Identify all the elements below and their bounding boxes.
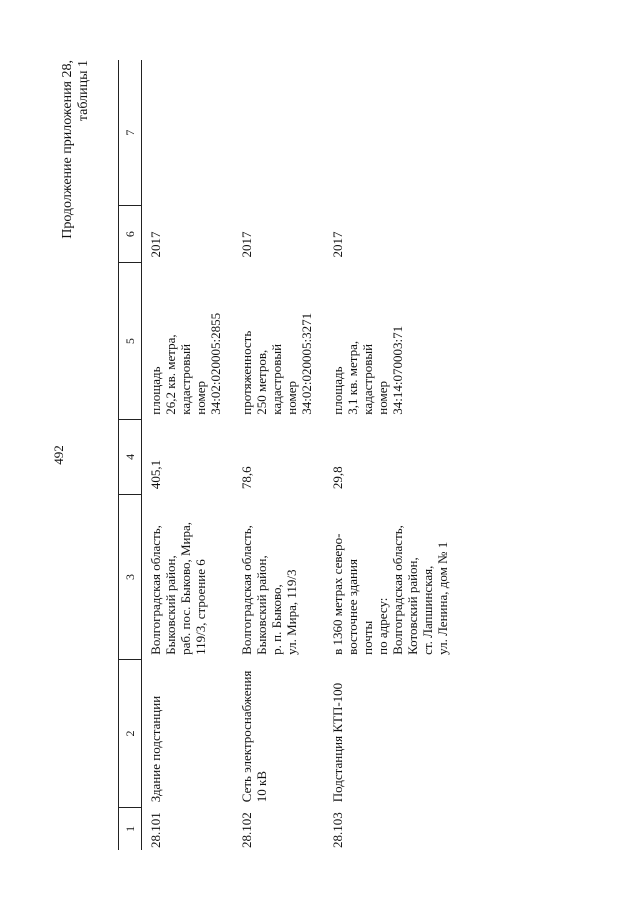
table-caption: [60, 60, 92, 239]
table-row: [324, 60, 460, 850]
object-address: в 1360 метрах северо- восточнее здания почты по адресу: Волгоградская область, Котовский район, ст. Лапшинская, ул. Ленина, дом № 1: [330, 525, 450, 655]
object-name: Здание подстанции: [148, 695, 163, 803]
column-header-7: 7: [119, 60, 142, 206]
column-header-6: 6: [119, 206, 142, 263]
object-note: [324, 60, 460, 206]
object-address: Волгоградская область, Быковский район, раб. пос. Быково, Мира, 119/3, строение 6: [148, 521, 208, 655]
object-year: 2017: [148, 231, 163, 258]
page-number: 492: [51, 445, 66, 465]
column-header-5: 5: [119, 262, 142, 419]
table-row: [142, 60, 234, 850]
row-number: 28.101: [148, 812, 163, 848]
row-number: 28.103: [330, 812, 345, 848]
property-table: [118, 60, 460, 850]
caption-line-1: Продолжение приложения 28,: [60, 60, 75, 239]
object-name: Сеть электроснабжения 10 кВ: [239, 670, 269, 803]
object-value: 29,8: [330, 466, 345, 490]
object-value: 78,6: [239, 466, 254, 490]
object-name: Подстанция КТП-100: [330, 682, 345, 803]
column-header-2: 2: [119, 660, 142, 807]
object-characteristics: площадь 3,1 кв. метра, кадастровый номер 34:14:070003:71: [330, 325, 405, 415]
object-characteristics: протяженность 250 метров, кадастровый номер 34:02:020005:3271: [239, 312, 314, 415]
object-note: [233, 60, 324, 206]
object-characteristics: площадь 26,2 кв. метра, кадастровый номер 34:02:020005:2855: [148, 312, 223, 415]
caption-line-2: таблицы 1: [76, 60, 91, 122]
column-header-3: 3: [119, 494, 142, 660]
object-value: 405,1: [148, 459, 163, 490]
header-row: [119, 60, 142, 850]
row-number: 28.102: [239, 812, 254, 848]
object-note: [142, 60, 234, 206]
rotated-page-content: [60, 60, 605, 850]
column-header-1: 1: [119, 807, 142, 850]
object-address: Волгоградская область, Быковский район, р. п. Быково, ул. Мира, 119/3: [239, 525, 299, 655]
column-header-4: 4: [119, 420, 142, 494]
object-year: 2017: [239, 231, 254, 258]
table-row: [233, 60, 324, 850]
object-year: 2017: [330, 231, 345, 258]
